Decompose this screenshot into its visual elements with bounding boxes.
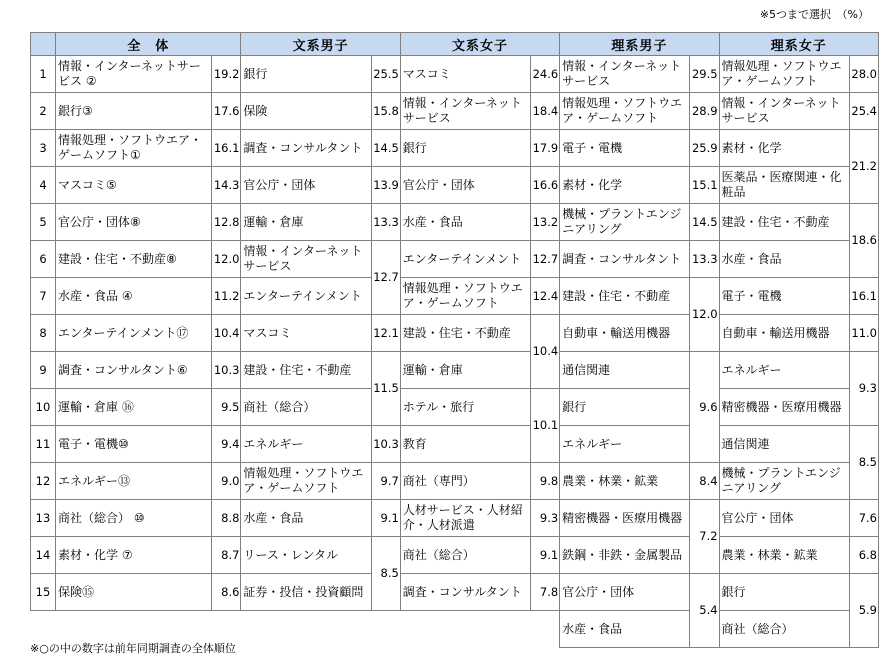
sci-female-industry: 素材・化学: [719, 130, 849, 167]
sci-male-industry: 調査・コンサルタント: [560, 241, 690, 278]
rank-cell: 5: [31, 204, 56, 241]
hum-female-industry: 水産・食品: [400, 204, 530, 241]
all-value: 9.0: [212, 463, 241, 500]
rank-cell: 6: [31, 241, 56, 278]
hum-male-industry: 情報処理・ソフトウエア・ゲームソフト: [241, 463, 371, 500]
all-value: 9.5: [212, 389, 241, 426]
sci-male-industry: 銀行: [560, 389, 690, 426]
rank-cell: 7: [31, 278, 56, 315]
empty-cell: [400, 611, 530, 648]
table-row: [31, 278, 879, 315]
hum-male-industry: 商社（総合）: [241, 389, 371, 426]
hum-male-industry: 証券・投信・投資顧問: [241, 574, 371, 611]
sci-male-industry: エネルギー: [560, 426, 690, 463]
hum-female-value: 13.2: [531, 204, 560, 241]
table-row: [31, 500, 879, 537]
table-row: [31, 315, 879, 352]
sci-male-value: 12.0: [690, 278, 719, 352]
rank-cell: 12: [31, 463, 56, 500]
header-science-male: 理系男子: [560, 33, 719, 56]
sci-female-industry: 機械・プラントエンジニアリング: [719, 463, 849, 500]
hum-female-value: 12.7: [531, 241, 560, 278]
sci-male-value: 29.5: [690, 56, 719, 93]
header-row: [31, 33, 879, 56]
hum-male-value: 8.5: [371, 537, 400, 611]
table-row: [31, 463, 879, 500]
hum-female-industry: 調査・コンサルタント: [400, 574, 530, 611]
table-row: [31, 574, 879, 611]
all-industry: マスコミ⑤: [56, 167, 212, 204]
hum-female-value: 9.3: [531, 500, 560, 537]
hum-female-value: 24.6: [531, 56, 560, 93]
sci-male-industry: 建設・住宅・不動産: [560, 278, 690, 315]
hum-male-industry: 調査・コンサルタント: [241, 130, 371, 167]
all-value: 8.6: [212, 574, 241, 611]
all-industry: 電子・電機⑩: [56, 426, 212, 463]
hum-male-industry: 水産・食品: [241, 500, 371, 537]
sci-male-value: 14.5: [690, 204, 719, 241]
sci-male-industry: 情報処理・ソフトウエア・ゲームソフト: [560, 93, 690, 130]
header-science-female: 理系女子: [719, 33, 878, 56]
rank-cell: 8: [31, 315, 56, 352]
sci-female-value: 5.9: [849, 574, 878, 648]
sci-male-value: 15.1: [690, 167, 719, 204]
hum-female-value: 10.1: [531, 389, 560, 463]
sci-male-value: 9.6: [690, 352, 719, 463]
sci-female-industry: エネルギー: [719, 352, 849, 389]
sci-female-industry: 農業・林業・鉱業: [719, 537, 849, 574]
all-value: 16.1: [212, 130, 241, 167]
footnote: ※○の中の数字は前年同期調査の全体順位: [30, 642, 236, 655]
all-industry: エンターテインメント⑰: [56, 315, 212, 352]
hum-female-value: 9.8: [531, 463, 560, 500]
sci-female-value: 25.4: [849, 93, 878, 130]
table-row: [31, 130, 879, 167]
sci-male-industry: 鉄鋼・非鉄・金属製品: [560, 537, 690, 574]
hum-male-value: 12.7: [371, 241, 400, 315]
sci-male-value: 7.2: [690, 500, 719, 574]
all-industry: 運輸・倉庫 ⑯: [56, 389, 212, 426]
sci-female-value: 6.8: [849, 537, 878, 574]
all-value: 9.4: [212, 426, 241, 463]
rank-cell: 10: [31, 389, 56, 426]
header-humanities-male: 文系男子: [241, 33, 400, 56]
all-industry: 官公庁・団体⑧: [56, 204, 212, 241]
rank-cell: 13: [31, 500, 56, 537]
header-rank: [31, 33, 56, 56]
hum-male-value: 12.1: [371, 315, 400, 352]
table-row: [31, 93, 879, 130]
sci-female-industry: 電子・電機: [719, 278, 849, 315]
rank-cell: 1: [31, 56, 56, 93]
sci-male-value: 5.4: [690, 574, 719, 648]
hum-male-value: 13.9: [371, 167, 400, 204]
all-industry: 商社（総合） ⑩: [56, 500, 212, 537]
sci-female-industry: 水産・食品: [719, 241, 849, 278]
all-value: 10.4: [212, 315, 241, 352]
sci-female-industry: 情報・インターネットサービス: [719, 93, 849, 130]
hum-male-industry: 官公庁・団体: [241, 167, 371, 204]
all-industry: 銀行③: [56, 93, 212, 130]
sci-female-industry: 建設・住宅・不動産: [719, 204, 849, 241]
all-value: 17.6: [212, 93, 241, 130]
table-row: [31, 426, 879, 463]
hum-male-industry: マスコミ: [241, 315, 371, 352]
all-industry: 情報処理・ソフトウエア・ゲームソフト①: [56, 130, 212, 167]
sci-female-value: 16.1: [849, 278, 878, 315]
sci-male-industry: 通信関連: [560, 352, 690, 389]
hum-female-value: 9.1: [531, 537, 560, 574]
hum-male-value: 14.5: [371, 130, 400, 167]
sci-male-industry: 精密機器・医療用機器: [560, 500, 690, 537]
empty-cell: [371, 611, 400, 648]
empty-cell: [531, 611, 560, 648]
hum-male-industry: リース・レンタル: [241, 537, 371, 574]
all-industry: エネルギー⑬: [56, 463, 212, 500]
rank-cell: 4: [31, 167, 56, 204]
all-value: 8.8: [212, 500, 241, 537]
sci-male-industry: 電子・電機: [560, 130, 690, 167]
sci-male-value: 25.9: [690, 130, 719, 167]
rank-cell: 2: [31, 93, 56, 130]
sci-female-industry: 精密機器・医療用機器: [719, 389, 849, 426]
all-industry: 建設・住宅・不動産⑧: [56, 241, 212, 278]
all-industry: 水産・食品 ④: [56, 278, 212, 315]
hum-female-industry: 商社（総合）: [400, 537, 530, 574]
hum-male-industry: エンターテインメント: [241, 278, 371, 315]
hum-female-industry: 情報・インターネットサービス: [400, 93, 530, 130]
hum-female-industry: マスコミ: [400, 56, 530, 93]
hum-female-industry: 官公庁・団体: [400, 167, 530, 204]
sci-male-industry: 官公庁・団体: [560, 574, 690, 611]
hum-male-value: 9.1: [371, 500, 400, 537]
hum-female-value: 10.4: [531, 315, 560, 389]
hum-female-industry: ホテル・旅行: [400, 389, 530, 426]
sci-male-value: 8.4: [690, 463, 719, 500]
sci-male-value: 28.9: [690, 93, 719, 130]
hum-female-industry: 運輸・倉庫: [400, 352, 530, 389]
sci-male-industry: 農業・林業・鉱業: [560, 463, 690, 500]
all-value: 10.3: [212, 352, 241, 389]
sci-female-industry: 情報処理・ソフトウエア・ゲームソフト: [719, 56, 849, 93]
sci-female-industry: 商社（総合）: [719, 611, 849, 648]
sci-male-industry: 情報・インターネットサービス: [560, 56, 690, 93]
industry-ranking-table: [30, 32, 879, 648]
all-value: 12.8: [212, 204, 241, 241]
table-row: [31, 352, 879, 389]
hum-male-value: 9.7: [371, 463, 400, 500]
all-value: 11.2: [212, 278, 241, 315]
all-value: 12.0: [212, 241, 241, 278]
hum-male-industry: 建設・住宅・不動産: [241, 352, 371, 389]
hum-male-value: 15.8: [371, 93, 400, 130]
hum-male-value: 10.3: [371, 426, 400, 463]
sci-female-value: 21.2: [849, 130, 878, 204]
rank-cell: 3: [31, 130, 56, 167]
table-row: [31, 56, 879, 93]
hum-female-industry: 情報処理・ソフトウエア・ゲームソフト: [400, 278, 530, 315]
hum-male-value: 13.3: [371, 204, 400, 241]
table-row: [31, 204, 879, 241]
rank-cell: 9: [31, 352, 56, 389]
all-value: 8.7: [212, 537, 241, 574]
all-industry: 保険⑮: [56, 574, 212, 611]
all-value: 14.3: [212, 167, 241, 204]
sci-female-value: 28.0: [849, 56, 878, 93]
hum-female-industry: 商社（専門）: [400, 463, 530, 500]
hum-male-value: 11.5: [371, 352, 400, 426]
all-industry: 情報・インターネットサービス ②: [56, 56, 212, 93]
all-value: 19.2: [212, 56, 241, 93]
sci-male-industry: 水産・食品: [560, 611, 690, 648]
hum-female-value: 16.6: [531, 167, 560, 204]
hum-male-industry: エネルギー: [241, 426, 371, 463]
sci-male-value: 13.3: [690, 241, 719, 278]
sci-female-value: 18.6: [849, 204, 878, 278]
hum-female-industry: エンターテインメント: [400, 241, 530, 278]
empty-cell: [241, 611, 371, 648]
hum-male-industry: 情報・インターネットサービス: [241, 241, 371, 278]
sci-female-value: 11.0: [849, 315, 878, 352]
rank-cell: 14: [31, 537, 56, 574]
hum-female-value: 18.4: [531, 93, 560, 130]
sci-female-value: 9.3: [849, 352, 878, 426]
sci-female-value: 8.5: [849, 426, 878, 500]
table-row: [31, 389, 879, 426]
rank-cell: 15: [31, 574, 56, 611]
hum-female-industry: 銀行: [400, 130, 530, 167]
hum-male-industry: 銀行: [241, 56, 371, 93]
table-row: [31, 241, 879, 278]
hum-female-value: 12.4: [531, 278, 560, 315]
all-industry: 素材・化学 ⑦: [56, 537, 212, 574]
hum-male-industry: 保険: [241, 93, 371, 130]
note-multiple-choice: ※5つまで選択 （%）: [759, 8, 869, 21]
sci-female-industry: 医薬品・医療関連・化粧品: [719, 167, 849, 204]
sci-female-industry: 通信関連: [719, 426, 849, 463]
all-industry: 調査・コンサルタント⑥: [56, 352, 212, 389]
table-row: [31, 537, 879, 574]
hum-female-value: 17.9: [531, 130, 560, 167]
sci-male-industry: 自動車・輸送用機器: [560, 315, 690, 352]
sci-male-industry: 機械・プラントエンジニアリング: [560, 204, 690, 241]
hum-female-industry: 教育: [400, 426, 530, 463]
sci-female-industry: 官公庁・団体: [719, 500, 849, 537]
header-humanities-female: 文系女子: [400, 33, 559, 56]
rank-cell: 11: [31, 426, 56, 463]
sci-male-industry: 素材・化学: [560, 167, 690, 204]
hum-female-industry: 建設・住宅・不動産: [400, 315, 530, 352]
sci-female-value: 7.6: [849, 500, 878, 537]
hum-male-industry: 運輸・倉庫: [241, 204, 371, 241]
sci-female-industry: 銀行: [719, 574, 849, 611]
sci-female-industry: 自動車・輸送用機器: [719, 315, 849, 352]
hum-female-industry: 人材サービス・人材紹介・人材派遣: [400, 500, 530, 537]
table-row: [31, 167, 879, 204]
hum-female-value: 7.8: [531, 574, 560, 611]
header-all: 全 体: [56, 33, 241, 56]
hum-male-value: 25.5: [371, 56, 400, 93]
